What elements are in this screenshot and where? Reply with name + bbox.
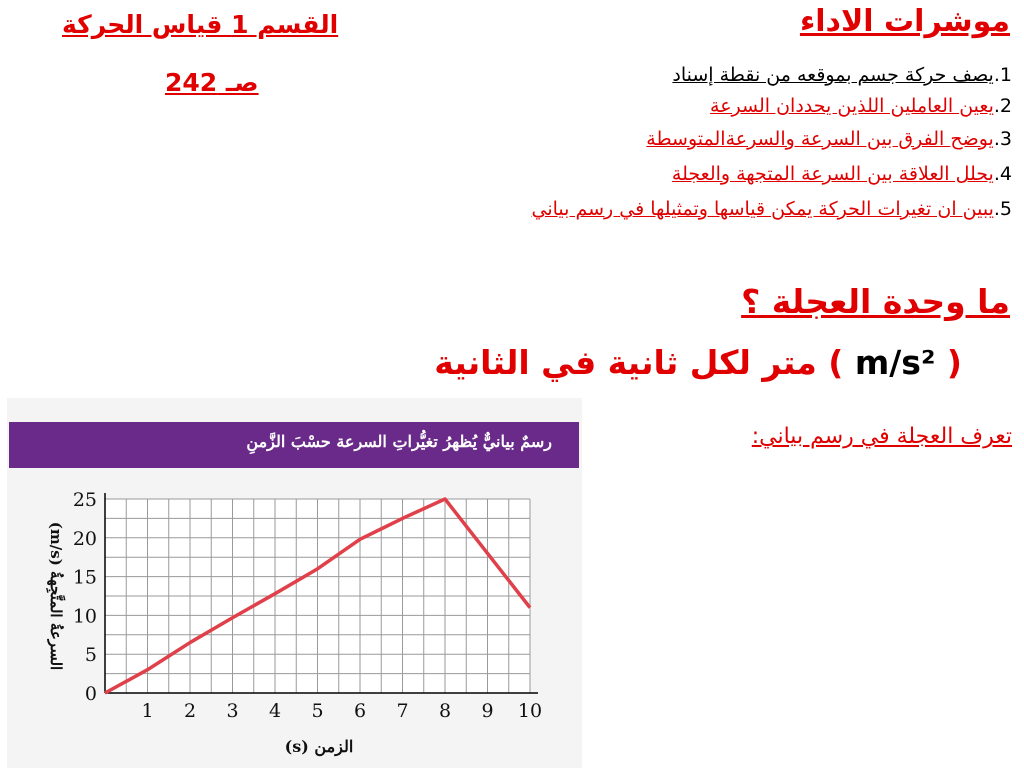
- indicator-number: 5.: [993, 198, 1012, 220]
- question-heading: ما وحدة العجلة ؟: [741, 282, 1010, 321]
- indicator-text: يوضح الفرق بين السرعة والسرعةالمتوسطة: [646, 128, 994, 150]
- indicator-number: 1.: [993, 64, 1012, 86]
- x-tick-label: 8: [438, 700, 452, 722]
- x-tick-label: 5: [311, 700, 324, 722]
- y-tick-label: 20: [72, 527, 97, 550]
- y-tick-label: 10: [72, 605, 97, 628]
- chart-title: رسمٌ بيانيٌّ يُظهرُ تغيُّراتِ السرعة حسْبَ الزَّمنِ: [246, 432, 552, 451]
- indicator-number: 4.: [993, 163, 1012, 185]
- graph-definition: تعرف العجلة في رسم بياني:: [751, 424, 1012, 449]
- y-tick-label: 15: [72, 566, 97, 589]
- x-axis-label: الزمن (s): [284, 737, 354, 756]
- y-tick-label: 5: [84, 644, 97, 667]
- x-tick-label: 10: [517, 700, 543, 722]
- x-tick-label: 4: [268, 700, 282, 722]
- indicator-number: 3.: [993, 128, 1012, 150]
- unit-line: [434, 343, 962, 382]
- indicator-text: يبين ان تغيرات الحركة يمكن قياسها وتمثيلها في رسم بياني: [531, 198, 994, 220]
- y-tick-label: 0: [84, 683, 97, 705]
- indicator-5: [532, 198, 1012, 220]
- page-reference: صـ 242: [165, 68, 259, 97]
- x-tick-label: 2: [183, 700, 197, 722]
- indicator-4: [672, 163, 1012, 185]
- unit-symbol: m/s²: [854, 343, 936, 382]
- indicator-text: يحلل العلاقة بين السرعة المتجهة والعجلة: [671, 163, 994, 185]
- x-tick-label: 6: [353, 700, 367, 722]
- section-title: القسم 1 قياس الحركة: [62, 10, 339, 39]
- x-tick-label: 7: [396, 700, 409, 722]
- x-tick-label: 3: [226, 700, 239, 722]
- y-axis-label: السرعةُ المتَّجِهةُ (m/s): [47, 521, 65, 671]
- indicator-1: [672, 64, 1012, 86]
- y-tick-label: 25: [72, 489, 97, 511]
- indicator-2: [710, 95, 1012, 117]
- unit-paren-close: ): [828, 343, 844, 382]
- performance-indicators-title: موشرات الاداء: [799, 4, 1010, 39]
- indicator-number: 2.: [993, 95, 1012, 117]
- indicator-text: يصف حركة جسم بموقعه من نقطة إسناد: [672, 64, 994, 86]
- velocity-time-chart: [7, 468, 582, 768]
- indicator-3: [646, 128, 1012, 150]
- x-tick-label: 1: [141, 700, 154, 722]
- unit-paren-open: (: [946, 343, 962, 382]
- x-tick-label: 9: [481, 700, 494, 722]
- unit-text: متر لكل ثانية في الثانية: [434, 343, 817, 382]
- indicator-text: يعين العاملين اللذين يحددان السرعة: [710, 95, 994, 117]
